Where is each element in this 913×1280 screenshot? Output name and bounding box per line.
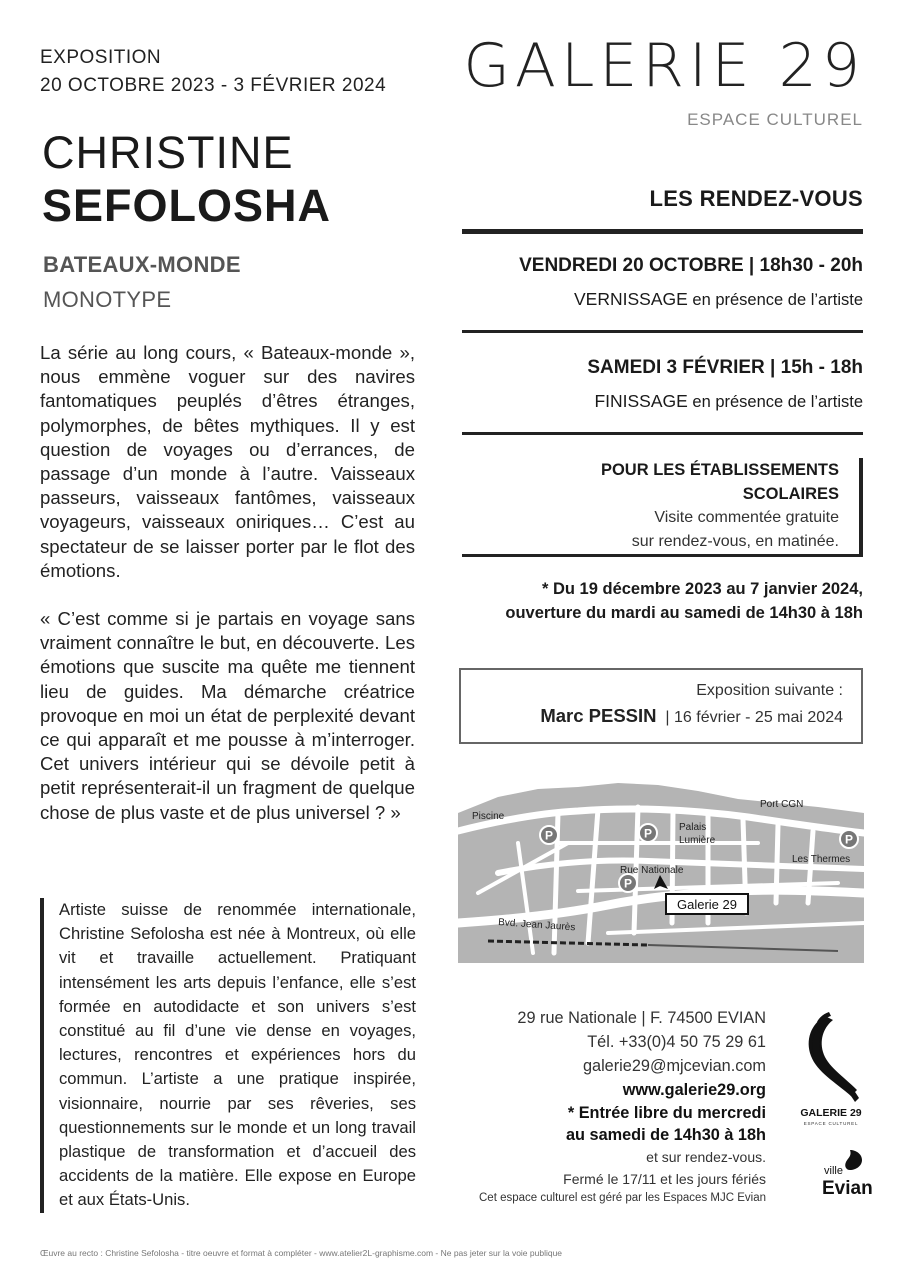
gallery-name: GALERIE 29 [463, 31, 865, 101]
intro-paragraph: La série au long cours, « Bateaux-monde », nous emmène voguer sur des navires fantomatiques peuplés d’êtres étranges, polymorphes, de bêtes mythiques. Il y est question de voyages ou d’errances, de passage d’un monde à l’autre. Vaisseaux passeurs, vaisseaux fantômes, vaisseaux voyageurs, vaisseaux oniriques… C’est au spectateur de se laisser porter par le flot des émotions. [40, 342, 415, 581]
next-exhibition-label: Exposition suivante : [696, 682, 843, 699]
contact-address: 29 rue Nationale | F. 74500 EVIAN [517, 1009, 766, 1027]
next-exhibition-line: Marc PESSIN | 16 février - 25 mai 2024 [540, 705, 843, 726]
holiday-line-1: * Du 19 décembre 2023 au 7 janvier 2024, [541, 580, 863, 598]
schools-line-1: Visite commentée gratuite [654, 509, 839, 526]
parking-label: P [544, 828, 554, 843]
entry-line-2: au samedi de 14h30 à 18h [565, 1126, 766, 1144]
location-map [458, 773, 864, 963]
exhibition-dates: 20 OCTOBRE 2023 - 3 FÉVRIER 2024 [40, 75, 387, 96]
event-detail: en présence de l’artiste [692, 393, 863, 411]
contact-phone: Tél. +33(0)4 50 75 29 61 [587, 1033, 766, 1051]
logo-evian-text: Evian [822, 1178, 873, 1199]
logo-galerie-name: GALERIE 29 [800, 1107, 862, 1119]
artist-last-name: SEFOLOSHA [42, 180, 332, 231]
next-exhibition-dates: 16 février - 25 mai 2024 [674, 709, 843, 726]
galerie29-logo [795, 1010, 867, 1128]
parking-label: P [844, 832, 854, 847]
entry-notes [563, 1146, 766, 1190]
event-time: 15h - 18h [780, 357, 863, 378]
contact-email[interactable]: galerie29@mjcevian.com [582, 1057, 766, 1075]
entry-info [566, 1102, 766, 1146]
parking-icon [619, 874, 637, 892]
parking-icon [540, 826, 558, 844]
map-label-port: Port CGN [760, 799, 804, 810]
map-label-bvd: Bvd. Jean Jaurès [497, 917, 576, 934]
event-type: FINISSAGE [594, 391, 688, 411]
exhibition-header [40, 44, 386, 100]
logo-galerie-sub: ESPACE CULTUREL [803, 1121, 859, 1126]
event-date: SAMEDI 3 FÉVRIER [587, 357, 765, 378]
series-title: BATEAUX-MONDE [43, 252, 241, 277]
event-date-line: VENDREDI 20 OCTOBRE | 18h30 - 20h [519, 255, 863, 276]
event-date-line: SAMEDI 3 FÉVRIER | 15h - 18h [587, 357, 863, 378]
contact-block [517, 1006, 766, 1102]
logo-evian-emblem [845, 1150, 862, 1170]
event-time: 18h30 - 20h [759, 255, 863, 276]
map-label-piscine: Piscine [472, 811, 505, 822]
artist-first-name: CHRISTINE [42, 127, 294, 178]
exhibition-label: EXPOSITION [40, 47, 162, 68]
map-label-palais: Palais [679, 822, 707, 833]
logo-ville: ville [824, 1165, 843, 1177]
contact-website[interactable] [517, 1078, 766, 1102]
divider [462, 432, 863, 435]
divider [462, 229, 863, 234]
map-label-rue: Rue Nationale [620, 865, 684, 876]
holiday-notice [505, 577, 863, 625]
event-description [519, 287, 863, 312]
event-detail: en présence de l’artiste [692, 291, 863, 309]
event-description [587, 389, 863, 414]
footer-note: Œuvre au recto : Christine Sefolosha - titre oeuvre et format à compléter - www.atelier2L-graphisme.com - Ne pas jeter sur la voie publique [40, 1248, 563, 1258]
next-exhibition-box [459, 668, 863, 744]
website-link[interactable]: www.galerie29.org [622, 1081, 766, 1099]
event-vernissage [519, 253, 863, 312]
event-type: VERNISSAGE [574, 289, 688, 309]
schools-title: POUR LES ÉTABLISSEMENTS SCOLAIRES [600, 461, 839, 503]
rendezvous-title: LES RENDEZ-VOUS [649, 186, 863, 211]
map-label-galerie: Galerie 29 [677, 897, 737, 912]
map-label-lumiere: Lumière [679, 835, 716, 846]
event-date: VENDREDI 20 OCTOBRE [519, 255, 744, 276]
artist-bio: Artiste suisse de renommée internationale, Christine Sefolosha est née à Montreux, où elle vit et travaille actuellement. Pratiquant intensément les arts depuis l’enfance, elle s’est formée en autodidacte et son univers s’est constitué au fil d’une vie dense en voyages, lectures, rencontres et expériences hors du commun. L’artiste a une pratique inspirée, visionnaire, nourrie par ses rêveries, ses questionnements sur le monde et un long travail plastique de transformation et d’accueil des accidents de la matière. Elle expose en Europe et aux États-Unis. [40, 898, 416, 1213]
divider [462, 554, 863, 557]
entry-line-1: * Entrée libre du mercredi [567, 1104, 766, 1122]
parking-icon [639, 824, 657, 842]
schools-block [518, 458, 863, 554]
artist-quote: « C’est comme si je partais en voyage sans vraiment connaître le but, en découverte. Les émotions que suscite ma quête me tiennent lieu de guides. Ma démarche créatrice provoque en moi un état de perplexité devant ce qui apparaît et me pousse à m’interroger. Cet univers intérieur qui se dévoile petit à petit représenterait-il un fragment de quelque chose de plus vaste et de plus universel ? » [40, 608, 415, 823]
mjc-note: Cet espace culturel est géré par les Espaces MJC Evian [479, 1192, 766, 1204]
schools-line-2: sur rendez-vous, en matinée. [631, 533, 839, 550]
entry-note-1: et sur rendez-vous. [646, 1149, 766, 1165]
gallery-subtitle: ESPACE CULTUREL [687, 110, 863, 129]
parking-icon [840, 830, 858, 848]
technique-label: MONOTYPE [43, 287, 172, 312]
divider [462, 330, 863, 333]
holiday-line-2: ouverture du mardi au samedi de 14h30 à 18h [505, 604, 863, 622]
parking-label: P [623, 876, 633, 891]
event-finissage [587, 355, 863, 414]
entry-note-2: Fermé le 17/11 et les jours fériés [563, 1171, 766, 1187]
parking-label: P [643, 826, 653, 841]
ville-evian-logo [822, 1148, 873, 1199]
map-label-thermes: Les Thermes [792, 854, 851, 865]
next-exhibition-artist: Marc PESSIN [540, 705, 657, 726]
